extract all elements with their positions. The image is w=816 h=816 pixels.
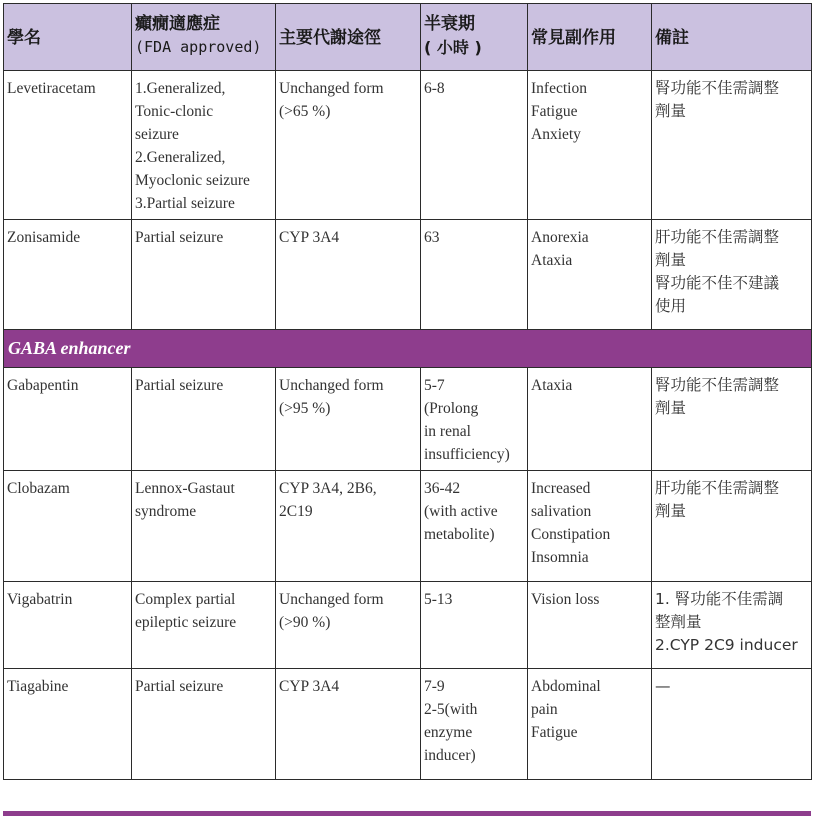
- metabolism-cell: [276, 71, 421, 220]
- cell-line: CYP 3A4: [279, 678, 340, 695]
- cell-line: (>95 %): [279, 400, 331, 417]
- notes-cell: [652, 71, 812, 220]
- cell-line: 整劑量: [655, 613, 702, 631]
- cell-line: CYP 3A4, 2B6,: [279, 480, 377, 497]
- cell-line: epileptic seizure: [135, 614, 237, 631]
- cell-line: (>65 %): [279, 103, 331, 120]
- header-indication-sub: (FDA approved): [135, 38, 262, 56]
- cell-line: 肝功能不佳需調整: [655, 479, 780, 497]
- header-indication-label: 癲癇適應症: [135, 14, 220, 34]
- half-life-cell: [421, 471, 528, 582]
- half-life-cell: [421, 220, 528, 330]
- side-effects-cell: [528, 368, 652, 471]
- cell-line: Infection: [531, 80, 587, 97]
- cell-line: 36-42: [424, 480, 461, 497]
- cell-line: CYP 3A4: [279, 229, 340, 246]
- cell-line: 使用: [655, 297, 687, 315]
- cell-line: 2-5(with: [424, 701, 478, 718]
- cell-line: Myoclonic seizure: [135, 172, 250, 189]
- cell-line: Constipation: [531, 526, 611, 543]
- cell-line: in renal: [424, 423, 471, 440]
- indication-cell: [132, 471, 276, 582]
- generic-name-cell: Gabapentin: [4, 368, 132, 471]
- cell-line: enzyme: [424, 724, 473, 741]
- notes-cell: [652, 669, 812, 780]
- generic-name-cell: Vigabatrin: [4, 582, 132, 669]
- table-header: [4, 4, 812, 71]
- header-notes: 備註: [652, 4, 812, 71]
- cell-line: 63: [424, 229, 440, 246]
- side-effects-cell: [528, 71, 652, 220]
- header-half-life-label: 半衰期: [424, 14, 475, 34]
- header-side-effects: 常見副作用: [528, 4, 652, 71]
- generic-name-cell: Clobazam: [4, 471, 132, 582]
- table-body: [4, 71, 812, 780]
- cell-line: seizure: [135, 126, 179, 143]
- header-half-life: [421, 4, 528, 71]
- generic-name-cell: Levetiracetam: [4, 71, 132, 220]
- section-label: GABA enhancer: [4, 330, 812, 368]
- cell-line: 劑量: [655, 502, 687, 520]
- table-row: [4, 471, 812, 582]
- table-row: [4, 669, 812, 780]
- half-life-cell: [421, 669, 528, 780]
- cell-line: 劑量: [655, 102, 687, 120]
- cell-line: 肝功能不佳需調整: [655, 228, 780, 246]
- cell-line: Anorexia: [531, 229, 589, 246]
- cell-line: Increased: [531, 480, 591, 497]
- cell-line: 7-9: [424, 678, 445, 695]
- cell-line: 腎功能不佳需調整: [655, 79, 780, 97]
- cell-line: 2.CYP 2C9 inducer: [655, 636, 798, 654]
- half-life-cell: [421, 71, 528, 220]
- side-effects-cell: [528, 582, 652, 669]
- cell-line: Partial seizure: [135, 377, 224, 394]
- indication-cell: [132, 220, 276, 330]
- cell-line: salivation: [531, 503, 592, 520]
- metabolism-cell: [276, 669, 421, 780]
- cell-line: 5-7: [424, 377, 445, 394]
- cell-line: Ataxia: [531, 377, 573, 394]
- cell-line: Partial seizure: [135, 229, 224, 246]
- metabolism-cell: [276, 582, 421, 669]
- cell-line: 2.Generalized,: [135, 149, 226, 166]
- indication-cell: [132, 71, 276, 220]
- cell-line: 2C19: [279, 503, 313, 520]
- table-row: [4, 220, 812, 330]
- table-row: [4, 368, 812, 471]
- cell-line: 5-13: [424, 591, 453, 608]
- indication-cell: [132, 582, 276, 669]
- table-row: [4, 582, 812, 669]
- cell-line: 劑量: [655, 251, 687, 269]
- header-indication: [132, 4, 276, 71]
- cell-line: metabolite): [424, 526, 495, 543]
- header-metabolism: 主要代謝途徑: [276, 4, 421, 71]
- cell-line: —: [655, 677, 671, 695]
- header-row: [4, 4, 812, 71]
- side-effects-cell: [528, 220, 652, 330]
- cell-line: Tonic-clonic: [135, 103, 214, 120]
- cell-line: Anxiety: [531, 126, 581, 143]
- cell-line: Partial seizure: [135, 678, 224, 695]
- cell-line: Ataxia: [531, 252, 573, 269]
- cell-line: syndrome: [135, 503, 197, 520]
- side-effects-cell: [528, 471, 652, 582]
- cell-line: Fatigue: [531, 103, 578, 120]
- cell-line: Unchanged form: [279, 591, 384, 608]
- generic-name-cell: Tiagabine: [4, 669, 132, 780]
- table-row: [4, 71, 812, 220]
- cell-line: inducer): [424, 747, 476, 764]
- metabolism-cell: [276, 471, 421, 582]
- cell-line: (with active: [424, 503, 498, 520]
- cell-line: insufficiency): [424, 446, 510, 463]
- cell-line: 腎功能不佳需調整: [655, 376, 780, 394]
- cell-line: 3.Partial seizure: [135, 195, 235, 212]
- metabolism-cell: [276, 220, 421, 330]
- generic-name-cell: Zonisamide: [4, 220, 132, 330]
- half-life-cell: [421, 582, 528, 669]
- cell-line: Unchanged form: [279, 377, 384, 394]
- section-row: [4, 330, 812, 368]
- indication-cell: [132, 669, 276, 780]
- header-half-life-sub: ( 小時 ): [424, 38, 482, 57]
- notes-cell: [652, 471, 812, 582]
- metabolism-cell: [276, 368, 421, 471]
- antiepileptic-drug-table: [3, 3, 812, 780]
- notes-cell: [652, 368, 812, 471]
- cell-line: 1. 腎功能不佳需調: [655, 590, 784, 608]
- cell-line: (>90 %): [279, 614, 331, 631]
- cell-line: 6-8: [424, 80, 445, 97]
- half-life-cell: [421, 368, 528, 471]
- header-generic-name: 學名: [4, 4, 132, 71]
- cell-line: Lennox-Gastaut: [135, 480, 235, 497]
- side-effects-cell: [528, 669, 652, 780]
- cell-line: Fatigue: [531, 724, 578, 741]
- cell-line: pain: [531, 701, 558, 718]
- cell-line: Abdominal: [531, 678, 601, 695]
- indication-cell: [132, 368, 276, 471]
- cell-line: Complex partial: [135, 591, 236, 608]
- cell-line: Vision loss: [531, 591, 600, 608]
- cell-line: 1.Generalized,: [135, 80, 226, 97]
- cell-line: Insomnia: [531, 549, 589, 566]
- notes-cell: [652, 582, 812, 669]
- cell-line: (Prolong: [424, 400, 479, 417]
- cell-line: Unchanged form: [279, 80, 384, 97]
- bottom-section-bar: [3, 811, 811, 816]
- cell-line: 腎功能不佳不建議: [655, 274, 780, 292]
- notes-cell: [652, 220, 812, 330]
- cell-line: 劑量: [655, 399, 687, 417]
